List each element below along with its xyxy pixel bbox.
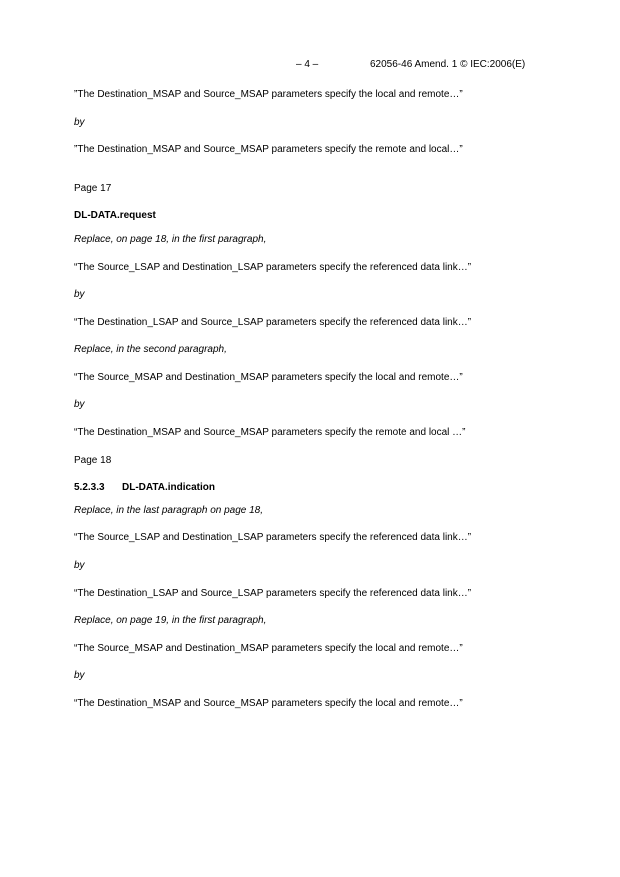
quoted-text-original: “The Source_MSAP and Destination_MSAP parameters specify the local and remote…” xyxy=(74,372,463,383)
page-reference: Page 18 xyxy=(74,455,112,466)
quoted-text-replacement: “The Destination_MSAP and Source_MSAP parameters specify the local and remote…” xyxy=(74,698,463,709)
page-header xyxy=(0,59,620,73)
instruction-by: by xyxy=(74,670,85,681)
quoted-text-replacement: “The Destination_LSAP and Source_LSAP parameters specify the referenced data link…” xyxy=(74,317,472,328)
instruction-by: by xyxy=(74,560,85,571)
instruction-by: by xyxy=(74,399,85,410)
instruction-replace: Replace, in the second paragraph, xyxy=(74,344,227,355)
instruction-replace: Replace, in the last paragraph on page 18, xyxy=(74,505,264,516)
instruction-by: by xyxy=(74,117,85,128)
section-heading: DL-DATA.request xyxy=(74,210,156,221)
page-reference: Page 17 xyxy=(74,183,112,194)
clause-heading xyxy=(74,481,215,495)
quoted-text-original: “The Source_MSAP and Destination_MSAP parameters specify the local and remote…” xyxy=(74,643,463,654)
instruction-replace: Replace, on page 18, in the first paragraph, xyxy=(74,234,267,245)
quoted-text-replacement: ”The Destination_MSAP and Source_MSAP parameters specify the remote and local…” xyxy=(74,144,463,155)
quoted-text-original: “The Source_LSAP and Destination_LSAP parameters specify the referenced data link…” xyxy=(74,532,472,543)
quoted-text-replacement: “The Destination_MSAP and Source_MSAP parameters specify the remote and local …” xyxy=(74,427,466,438)
clause-number: 5.2.3.3 xyxy=(74,482,105,493)
quoted-text-original: “The Source_LSAP and Destination_LSAP parameters specify the referenced data link…” xyxy=(74,262,472,273)
clause-title: DL-DATA.indication xyxy=(122,482,215,493)
quoted-text-original: ”The Destination_MSAP and Source_MSAP parameters specify the local and remote…” xyxy=(74,89,463,100)
instruction-replace: Replace, on page 19, in the first paragraph, xyxy=(74,615,267,626)
document-reference: 62056-46 Amend. 1 © IEC:2006(E) xyxy=(370,59,526,70)
instruction-by: by xyxy=(74,289,85,300)
quoted-text-replacement: “The Destination_LSAP and Source_LSAP parameters specify the referenced data link…” xyxy=(74,588,472,599)
page-number: – 4 – xyxy=(296,59,319,70)
